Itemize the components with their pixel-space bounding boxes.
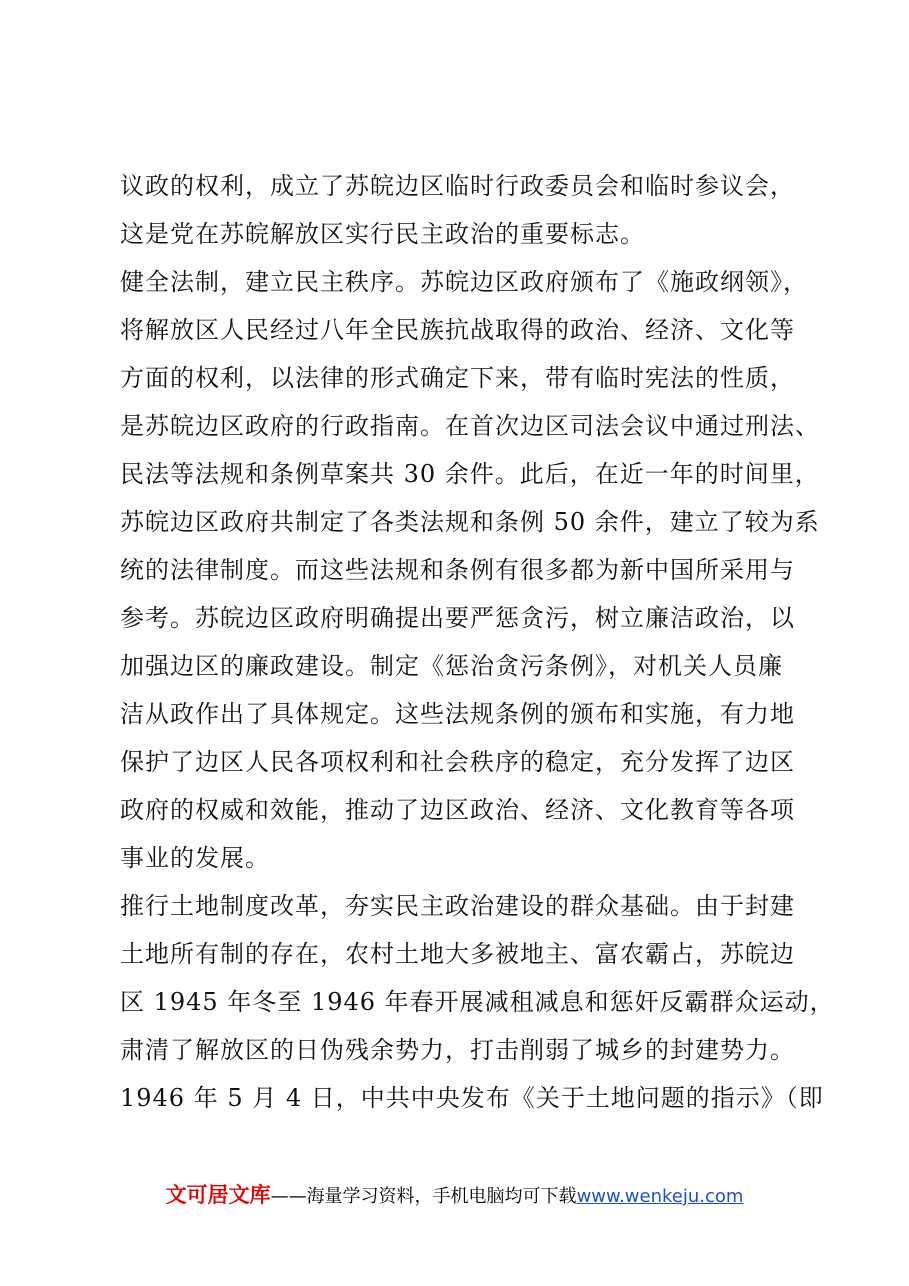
text-line: 洁从政作出了具体规定。这些法规条例的颁布和实施，有力地 [120,700,795,728]
footer-banner [0,1180,909,1212]
text-line: 是苏皖边区政府的行政指南。在首次边区司法会议中通过刑法、 [120,412,820,440]
text-line: 参考。苏皖边区政府明确提出要严惩贪污，树立廉洁政治，以 [120,604,795,632]
text-line: 政府的权威和效能，推动了边区政治、经济、文化教育等各项 [120,796,795,824]
text-line: 民法等法规和条例草案共 30 余件。此后，在近一年的时间里， [120,460,820,488]
text-line: 统的法律制度。而这些法规和条例有很多都为新中国所采用与 [120,556,795,584]
footer-site-link[interactable]: www.wenkeju.com [576,1186,744,1207]
text-line: 将解放区人民经过八年全民族抗战取得的政治、经济、文化等 [120,316,795,344]
body-text [120,162,835,1122]
text-line: 健全法制，建立民主秩序。苏皖边区政府颁布了《施政纲领》， [120,268,808,296]
text-line: 议政的权利，成立了苏皖边区临时行政委员会和临时参议会， [120,172,795,200]
text-line: 区 1945 年冬至 1946 年春开展减租减息和惩奸反霸群众运动， [120,988,835,1016]
text-line: 1946 年 5 月 4 日，中共中央发布《关于土地问题的指示》（即 [120,1084,824,1112]
footer-slogan: ——海量学习资料，手机电脑均可下载 [270,1186,577,1207]
text-line: 推行土地制度改革，夯实民主政治建设的群众基础。由于封建 [120,892,795,920]
text-line: 加强边区的廉政建设。制定《惩治贪污条例》，对机关人员廉 [120,652,783,680]
text-line: 这是党在苏皖解放区实行民主政治的重要标志。 [120,220,645,248]
text-line: 事业的发展。 [120,844,270,872]
text-line: 肃清了解放区的日伪残余势力，打击削弱了城乡的封建势力。 [120,1036,795,1064]
footer-brand: 文可居文库 [165,1183,271,1207]
text-line: 保护了边区人民各项权利和社会秩序的稳定，充分发挥了边区 [120,748,795,776]
text-line: 方面的权利，以法律的形式确定下来，带有临时宪法的性质， [120,364,795,392]
text-line: 苏皖边区政府共制定了各类法规和条例 50 余件，建立了较为系 [120,508,820,536]
text-line: 土地所有制的存在，农村土地大多被地主、富农霸占，苏皖边 [120,940,795,968]
